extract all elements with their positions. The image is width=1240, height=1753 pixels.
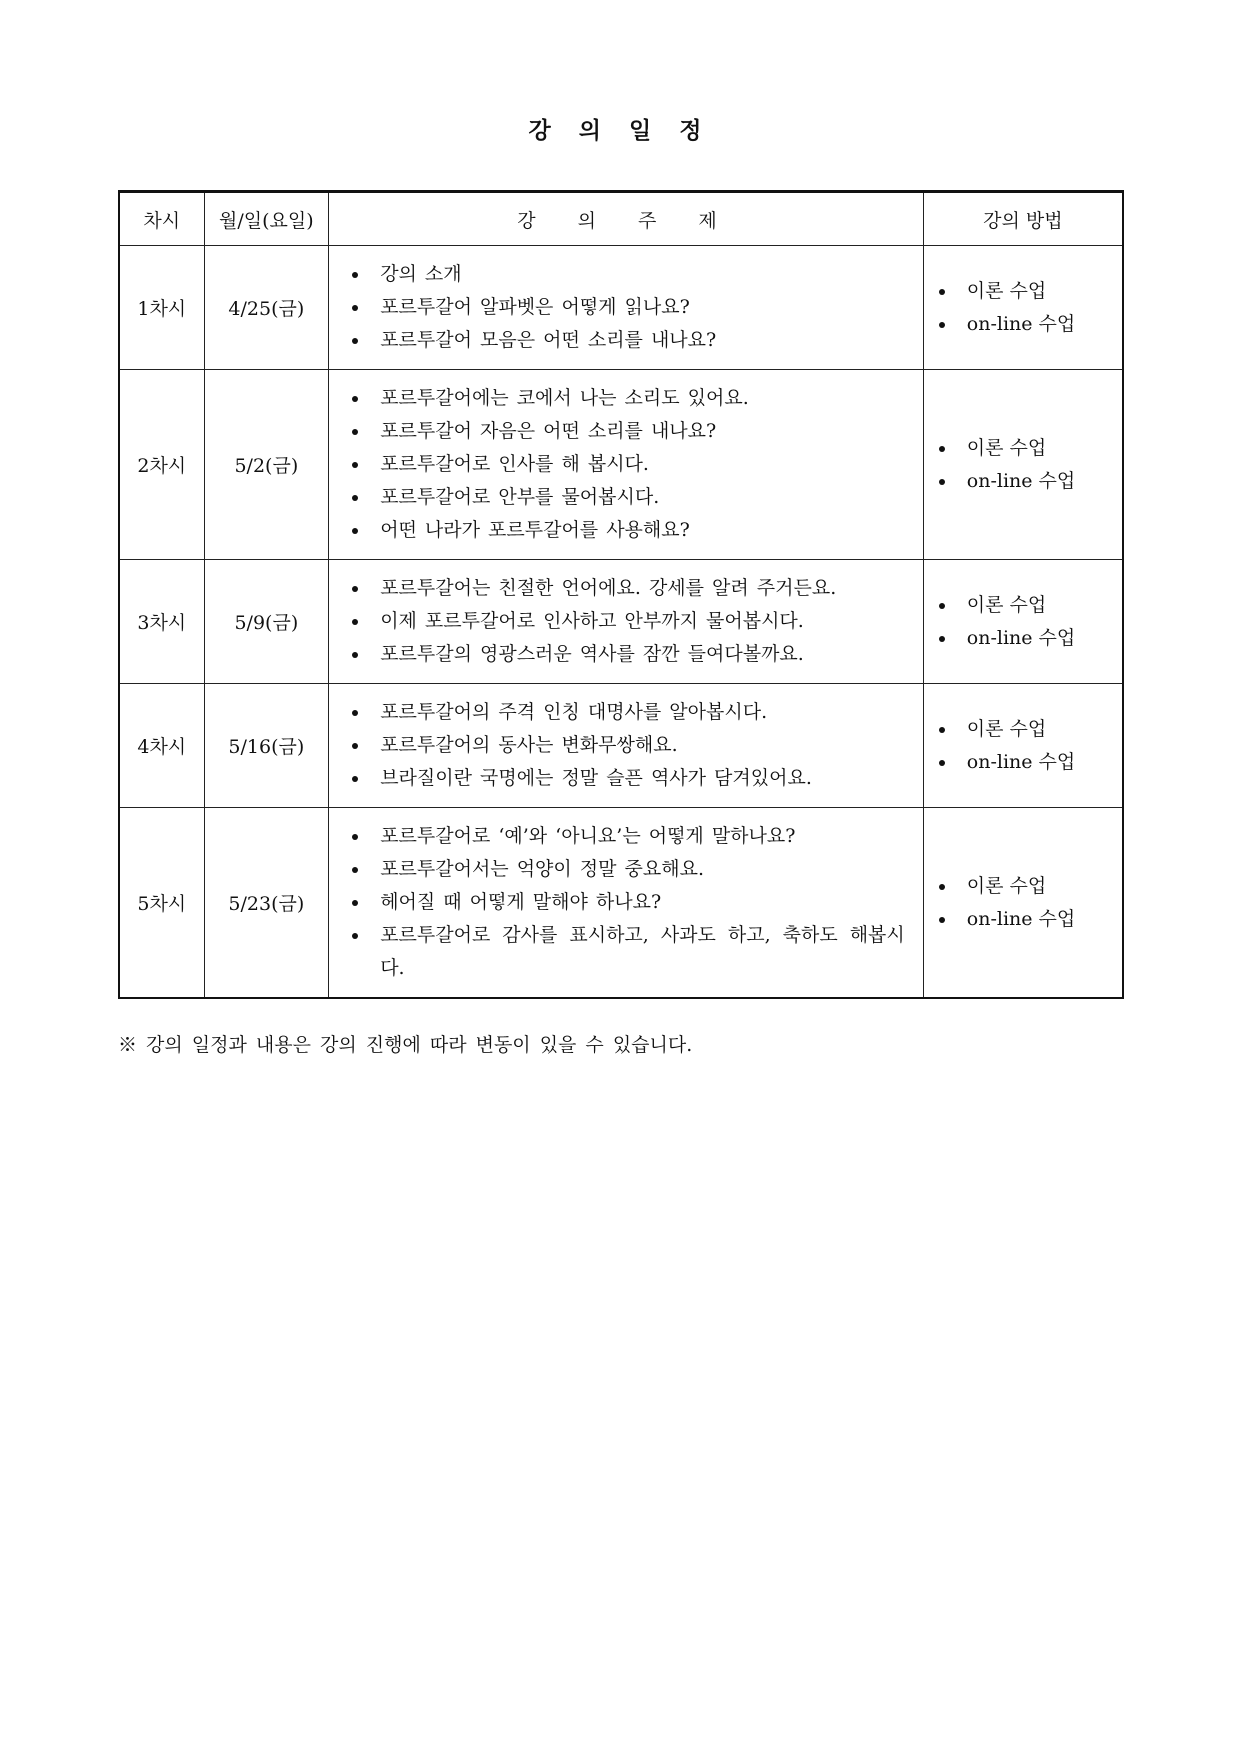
topic-item: 포르투갈어 자음은 어떤 소리를 내나요?: [349, 415, 905, 448]
topic-list: [329, 808, 923, 997]
date-cell: 5/2(금): [204, 370, 329, 560]
topic-item: 어떤 나라가 포르투갈어를 사용해요?: [349, 514, 905, 547]
topic-list: [329, 560, 923, 683]
method-cell: [923, 560, 1123, 684]
method-list: [924, 713, 1122, 779]
table-row: [119, 370, 1123, 560]
method-cell: [923, 246, 1123, 370]
method-cell: [923, 370, 1123, 560]
method-item: 이론 수업: [936, 870, 1112, 903]
topic-list: [329, 246, 923, 369]
topic-item: 포르투갈어로 인사를 해 봅시다.: [349, 448, 905, 481]
topic-cell: [329, 684, 924, 808]
method-item: 이론 수업: [936, 275, 1112, 308]
table-row: [119, 684, 1123, 808]
topic-item: 포르투갈어는 친절한 언어에요. 강세를 알려 주거든요.: [349, 572, 905, 605]
page-title: 강 의 일 정: [528, 118, 712, 144]
date-cell: 4/25(금): [204, 246, 329, 370]
session-cell: 5차시: [119, 808, 204, 999]
topic-list: [329, 370, 923, 559]
topic-item: 포르투갈어 모음은 어떤 소리를 내나요?: [349, 324, 905, 357]
method-item: on-line 수업: [936, 622, 1112, 655]
topic-item: 포르투갈의 영광스러운 역사를 잠깐 들여다볼까요.: [349, 638, 905, 671]
topic-cell: [329, 560, 924, 684]
topic-cell: [329, 370, 924, 560]
topic-item: 포르투갈어로 ‘예’와 ‘아니요’는 어떻게 말하나요?: [349, 820, 905, 853]
schedule-table: [118, 190, 1124, 999]
table-row: [119, 246, 1123, 370]
topic-cell: [329, 246, 924, 370]
header-date: 월/일(요일): [204, 192, 329, 246]
topic-item: 포르투갈어로 감사를 표시하고, 사과도 하고, 축하도 해봅시다.: [349, 919, 905, 985]
topic-item: 브라질이란 국명에는 정말 슬픈 역사가 담겨있어요.: [349, 762, 905, 795]
method-item: 이론 수업: [936, 589, 1112, 622]
topic-item: 이제 포르투갈어로 인사하고 안부까지 물어봅시다.: [349, 605, 905, 638]
topic-item: 포르투갈어서는 억양이 정말 중요해요.: [349, 853, 905, 886]
session-cell: 2차시: [119, 370, 204, 560]
method-item: on-line 수업: [936, 465, 1112, 498]
method-item: on-line 수업: [936, 903, 1112, 936]
method-item: on-line 수업: [936, 746, 1112, 779]
table-row: [119, 560, 1123, 684]
topic-item: 포르투갈어에는 코에서 나는 소리도 있어요.: [349, 382, 905, 415]
date-cell: 5/16(금): [204, 684, 329, 808]
method-item: 이론 수업: [936, 713, 1112, 746]
header-method: 강의 방법: [923, 192, 1123, 246]
topic-cell: [329, 808, 924, 999]
method-list: [924, 275, 1122, 341]
session-cell: 4차시: [119, 684, 204, 808]
method-list: [924, 432, 1122, 498]
date-cell: 5/23(금): [204, 808, 329, 999]
topic-item: 강의 소개: [349, 258, 905, 291]
topic-item: 포르투갈어로 안부를 물어봅시다.: [349, 481, 905, 514]
topic-item: 포르투갈어 알파벳은 어떻게 읽나요?: [349, 291, 905, 324]
header-topic: 강 의 주 제: [329, 192, 924, 246]
method-cell: [923, 684, 1123, 808]
topic-list: [329, 684, 923, 807]
method-list: [924, 870, 1122, 936]
header-session: 차시: [119, 192, 204, 246]
table-header-row: [119, 192, 1123, 246]
method-item: 이론 수업: [936, 432, 1112, 465]
topic-item: 포르투갈어의 주격 인칭 대명사를 알아봅시다.: [349, 696, 905, 729]
topic-item: 헤어질 때 어떻게 말해야 하나요?: [349, 886, 905, 919]
session-cell: 3차시: [119, 560, 204, 684]
method-cell: [923, 808, 1123, 999]
table-row: [119, 808, 1123, 999]
topic-item: 포르투갈어의 동사는 변화무쌍해요.: [349, 729, 905, 762]
date-cell: 5/9(금): [204, 560, 329, 684]
method-item: on-line 수업: [936, 308, 1112, 341]
schedule-change-note: ※ 강의 일정과 내용은 강의 진행에 따라 변동이 있을 수 있습니다.: [118, 1034, 693, 1056]
method-list: [924, 589, 1122, 655]
session-cell: 1차시: [119, 246, 204, 370]
